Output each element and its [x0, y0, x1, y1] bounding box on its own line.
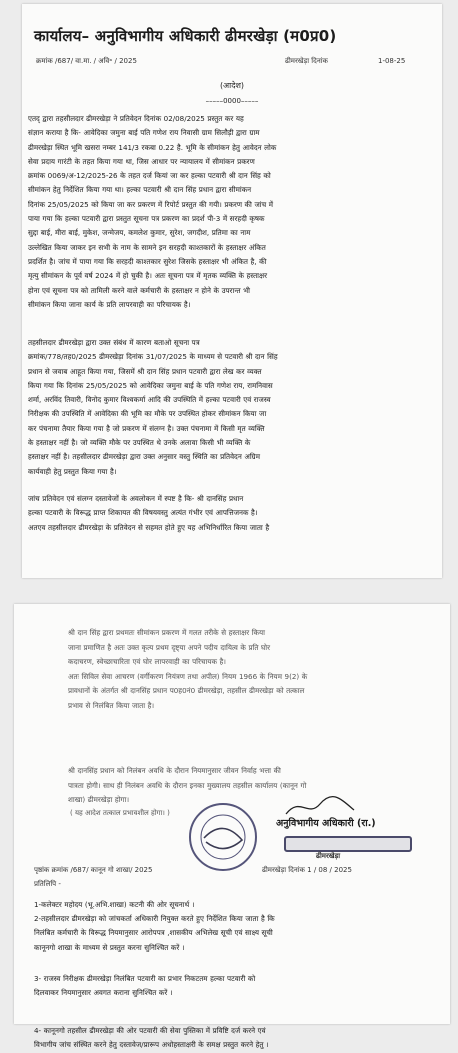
- name-stamp: [284, 836, 412, 852]
- copy-item-2: 2-तहसीलदार ढीमरखेड़ा को जांचकर्ता अधिकारी नियुक्त करते हुए निर्देशित किया जाता है कि निलंबित कर्मचारी के विरूद्ध नियमानुसार आरोपपत्र ,शासकीय अभिलेख सूची एवं साक्ष्य सूची कानूनगो शाखा के माध्यम से प्रस्तुत करना सुनिश्चित करें ।: [34, 914, 275, 952]
- order-page-1: [22, 4, 442, 578]
- effective-note: ( यह आदेश तत्काल प्रभावशील होगा। ): [70, 809, 170, 817]
- office-title: कार्यालय– अनुविभागीय अधिकारी ढीमरखेड़ा (म0प्र0): [34, 27, 337, 45]
- endorsement-reference: पृष्ठांक क्रमांक /687/ कानून गो शाखा/ 2025: [34, 866, 153, 874]
- paragraph-suspension-terms: श्री दानसिंह प्रधान को निलंबन अवधि के दौरान नियमानुसार जीवन निर्वाह भत्ता की पात्रता होगी। साथ ही निलंबन अवधि के दौरान इनका मुख्यालय तहसील कार्यालय (कानून गो शाखा) ढीमरखेड़ा होगा।: [68, 766, 307, 804]
- round-seal-stamp: [184, 798, 262, 876]
- copy-item-4: 4- कानूनगो तहसील ढीमरखेड़ा की ओर पटवारी की सेवा पुस्तिका में प्रविष्टि दर्ज करने एवं विभागीय जांच संस्थित करने हेतु दस्तावेज/प्रारूप अधोहस्ताक्षरी के समक्ष प्रस्तुत करने हेतु ।: [34, 1026, 269, 1050]
- paragraph-misconduct: श्री दान सिंह द्वारा प्रथमतः सीमांकन प्रकरण में गलत तरीके से हस्ताक्षर किया जाना प्रमाणित है अतः उक्त कृत्य प्रथम दृष्ट्या अपने पदीय दायित्व के प्रति घोर कदाचरण, स्वेच्छाचारिता एवं घोर लापरवाही का परिचायक है। अतः सिविल सेवा आचरण (वर्गीकरण नियंत्रण तथा अपील) नियम 1966 के नियम 9(2) के प्रावधानों के अंतर्गत श्री दानसिंह प्रधान प0ह0नं0 ढीमरखेड़ा, तहसील ढीमरखेड़ा को तत्काल प्रभाव से निलंबित किया जाता है।: [68, 628, 308, 710]
- reference-number: क्रमांक /687/ वा.मा. / अवि॰ / 2025: [36, 57, 137, 65]
- paragraph-show-cause: तहसीलदार ढीमरखेड़ा द्वारा उक्त संबंध में कारण बताओ सूचना पत्र क्रमांक/778/तह0/2025 ढीमरखेड़ा दिनांक 31/07/2025 के माध्यम से पटवारी श्री दान सिंह प्रधान से जवाब आहूत किया गया, जिसमें श्री दान सिंह प्रधान पटवारी द्वारा लेख कर व्यक्त किया गया कि दिनांक 25/05/2025 को आवेदिका जमुना बाई के पति गणेश राय, रामनिवास शर्मा, अरविंद तिवारी, विनोद कुमार विश्वकर्मा आदि की उपस्थिति में हल्का पटवारी एवं राजस्व निरीक्षक की उपस्थिति में आवेदिका की भूमि का मौके पर उपस्थित होकर सीमांकन किया जा कर पंचनामा तैयार किया गया है जो प्रकरण में संलग्न है। उक्त पंचनामा में किसी मृत व्यक्ति के हस्ताक्षर नहीं है। जो व्यक्ति मौके पर उपस्थित थे उनके अलावा किसी भी व्यक्ति के हस्ताक्षर नहीं है। तहसीलदार ढीमरखेड़ा द्वारा उक्त अनुसार वस्तु स्थिति का प्रतिवेदन अग्रिम कार्यवाही हेतु प्रस्तुत किया गया है।: [28, 338, 278, 476]
- paragraph-finding: जांच प्रतिवेदन एवं संलग्न दस्तावेजों के अवलोकन में स्पष्ट है कि- श्री दानसिंह प्रधान हल्का पटवारी के विरूद्ध प्राप्त शिकायत की विषयवस्तु अत्यंत गंभीर एवं आपत्तिजनक है। अतएव तहसीलदार ढीमरखेड़ा के प्रतिवेदन से सहमत होते हुए यह अभिनिर्धारित किया जाता है: [28, 494, 270, 532]
- separator: –––––0000–––––: [205, 97, 259, 105]
- place-date-label: ढीमरखेड़ा दिनांक: [285, 57, 328, 65]
- copy-item-1: 1-कलेक्टर महोदय (भू.अभि.शाखा) कटनी की ओर सूचनार्थ ।: [34, 900, 195, 909]
- signatory-place: ढीमरखेड़ा: [316, 852, 341, 860]
- order-page-2: [14, 604, 450, 1050]
- date-value: 1-08-25: [378, 57, 406, 65]
- endorsement-date: ढीमरखेड़ा दिनांक 1 / 08 / 2025: [262, 866, 352, 874]
- paragraph-background: एतद् द्वारा तहसीलदार ढीमरखेड़ा ने प्रतिवेदन दिनांक 02/08/2025 प्रस्तुत कर यह संज्ञान कराया है कि- आवेदिका जमुना बाई पति गणेश राय निवासी ग्राम सिलौड़ी द्वारा ग्राम ढीमरखेड़ा स्थित भूमि खसरा नम्बर 141/3 रकबा 0.22 है. भूमि के सीमांकन हेतु आवेदन लोक सेवा प्रदाय गारंटी के तहत किया गया था, जिस आधार पर न्यायालय में सीमांकन प्रकरण क्रमांक 0069/अ-12/2025-26 के तहत दर्ज कियां जा कर हल्का पटवारी श्री दान सिंह को सीमांकन हेतु निर्देशित किया गया था। हल्का पटवारी श्री दान सिंह प्रधान द्वारा सीमांकन दिनांक 25/05/2025 को किया जा कर प्रकरण में रिपोर्ट प्रस्तुत की गयी। प्रकरण की जांच में पाया गया कि हल्का पटवारी द्वारा प्रस्तुत सूचना पत्र प्रकरण का प्रदर्श पी-3 में सरहदी कृषक सुद्दा बाई, मीरा बाई, मुकेश, जन्मेजय, कमलेश कुमार, सुरेश, जगदीश, प्रतिमा का नाम उल्लेखित किया जाकर इन सभी के नाम के सामने इन सरहदी काश्तकारों के हस्ताक्षर अंकित प्रदर्शित है। जांच में पाया गया कि सरहदी काश्तकार सुरेश जिसके हस्ताक्षर भी अंकित है, की मृत्यु सीमांकन के पूर्व वर्ष 2024 में हो चुकी है। अतः सूचना पत्र में मृतक व्यक्ति के हस्ताक्षर होना एवं सूचना पत्र को तामिली करने वाले कर्मचारी के हस्ताक्षर न होने के उपरान्त भी सीमांकन किया जाना कार्य के प्रति लापरवाही का परिचायक है।: [28, 114, 277, 309]
- signature-scribble: [282, 794, 362, 820]
- signatory-title: अनुविभागीय अधिकारी (रा.): [276, 818, 376, 829]
- copy-heading: प्रतिलिपि -: [34, 880, 61, 888]
- copy-item-3: 3- राजस्व निरीक्षक ढीमरखेड़ा निलंबित पटवारी का प्रभार निकटतम हल्का पटवारी को दिलवाकर नियमानुसार अवगत कराना सुनिश्चित करें ।: [34, 974, 256, 998]
- order-heading: (आदेश): [219, 81, 245, 90]
